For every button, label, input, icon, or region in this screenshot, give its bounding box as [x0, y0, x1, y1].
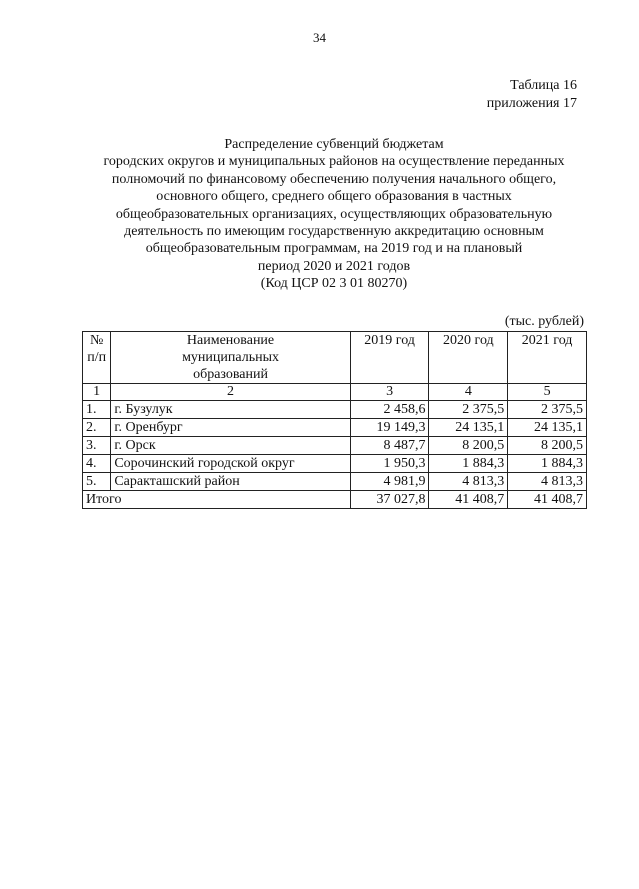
- row-value-2021: 1 884,3: [508, 455, 587, 473]
- row-value-2020: 1 884,3: [429, 455, 508, 473]
- row-value-2021: 24 135,1: [508, 419, 587, 437]
- header-name-line-3: образований: [193, 367, 268, 382]
- header-number-line-1: №: [89, 333, 104, 348]
- header-number: [83, 332, 111, 384]
- row-value-2019: 2 458,6: [350, 401, 429, 419]
- row-value-2019: 1 950,3: [350, 455, 429, 473]
- header-2019: 2019 год: [350, 332, 429, 384]
- total-label: Итого: [83, 491, 351, 509]
- row-number: 4.: [83, 455, 111, 473]
- total-value-2020: 41 408,7: [429, 491, 508, 509]
- row-value-2020: 8 200,5: [429, 437, 508, 455]
- title-line: Распределение субвенций бюджетам: [224, 137, 444, 152]
- total-value-2019: 37 027,8: [350, 491, 429, 509]
- total-row: [83, 491, 587, 509]
- row-name: г. Орск: [111, 437, 350, 455]
- column-index: 3: [350, 384, 429, 401]
- table-header-row: [83, 332, 587, 384]
- row-number: 1.: [83, 401, 111, 419]
- document-title: [60, 136, 608, 293]
- row-name: Сорочинский городской округ: [111, 455, 350, 473]
- table-row: [83, 455, 587, 473]
- total-value-2021: 41 408,7: [508, 491, 587, 509]
- header-2020: 2020 год: [429, 332, 508, 384]
- row-value-2021: 4 813,3: [508, 473, 587, 491]
- subsidies-table: [82, 331, 587, 509]
- table-ref-line-2: приложения 17: [486, 96, 577, 111]
- header-name-line-1: Наименование: [186, 333, 275, 348]
- row-name: Саракташский район: [111, 473, 350, 491]
- title-line: основного общего, среднего общего образования в частных: [156, 189, 512, 205]
- column-index: 5: [508, 384, 587, 401]
- table-ref-line-1: Таблица 16: [510, 78, 577, 93]
- table-row: [83, 419, 587, 437]
- title-line: деятельность по имеющим государственную аккредитацию основным: [124, 224, 544, 240]
- header-name: [111, 332, 350, 384]
- title-line: период 2020 и 2021 годов: [257, 258, 411, 274]
- column-index: 4: [429, 384, 508, 401]
- header-number-line-2: п/п: [87, 350, 107, 365]
- row-value-2019: 4 981,9: [350, 473, 429, 491]
- row-name: г. Бузулук: [111, 401, 350, 419]
- row-value-2020: 4 813,3: [429, 473, 508, 491]
- table-row: [83, 437, 587, 455]
- title-line: полномочий по финансовому обеспечению получения начального общего,: [111, 171, 557, 187]
- title-line: (Код ЦСР 02 3 01 80270): [260, 276, 408, 292]
- row-number: 3.: [83, 437, 111, 455]
- table-row: [83, 473, 587, 491]
- page-number: 34: [313, 30, 326, 45]
- row-value-2020: 2 375,5: [429, 401, 508, 419]
- header-2021: 2021 год: [508, 332, 587, 384]
- row-value-2019: 19 149,3: [350, 419, 429, 437]
- row-value-2021: 8 200,5: [508, 437, 587, 455]
- column-index-row: [83, 384, 587, 401]
- units-label: (тыс. рублей): [504, 314, 584, 329]
- table-row: [83, 401, 587, 419]
- column-index: 2: [111, 384, 350, 401]
- title-line: общеобразовательным программам, на 2019 год и на плановый: [145, 241, 523, 257]
- table-reference: [487, 77, 577, 113]
- row-value-2021: 2 375,5: [508, 401, 587, 419]
- title-line: городских округов и муниципальных районов на осуществление переданных: [103, 154, 565, 170]
- row-number: 2.: [83, 419, 111, 437]
- row-name: г. Оренбург: [111, 419, 350, 437]
- row-number: 5.: [83, 473, 111, 491]
- header-name-line-2: муниципальных: [182, 350, 279, 365]
- row-value-2019: 8 487,7: [350, 437, 429, 455]
- title-line: общеобразовательных организациях, осуществляющих образовательную: [115, 206, 553, 222]
- column-index: 1: [83, 384, 111, 401]
- row-value-2020: 24 135,1: [429, 419, 508, 437]
